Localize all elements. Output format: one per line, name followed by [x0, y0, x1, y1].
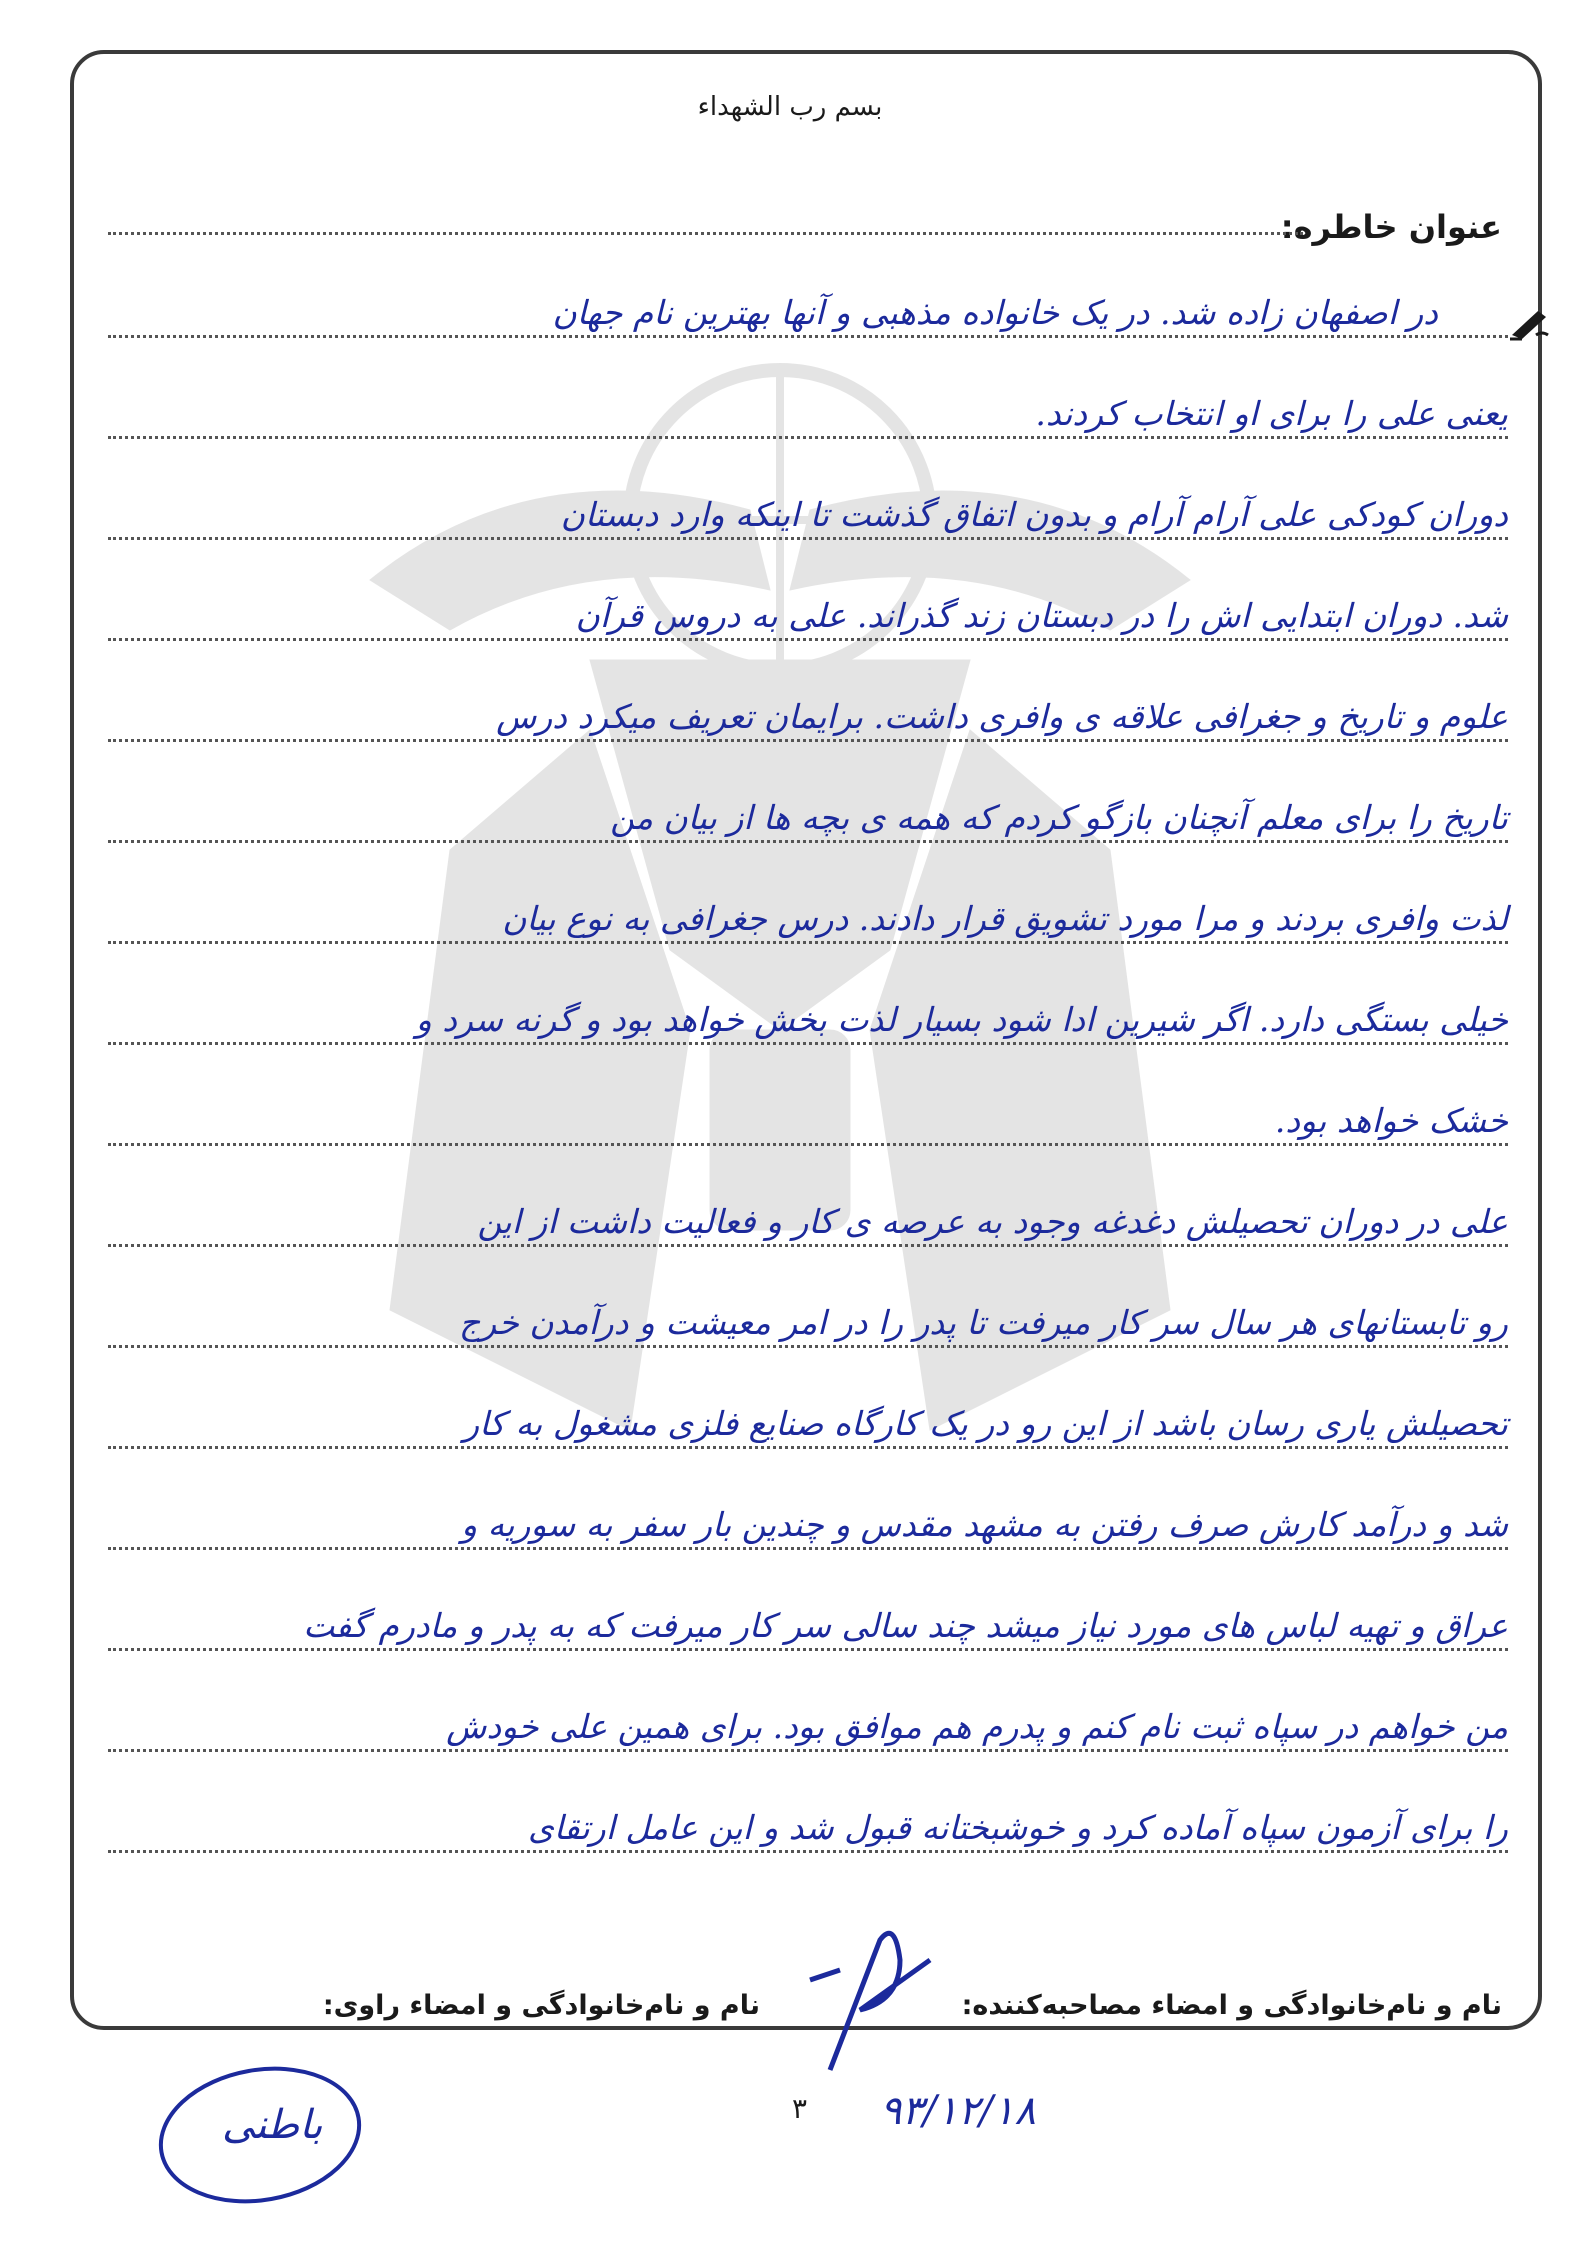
dotted-rule	[108, 1850, 1508, 1853]
handwritten-text: رو تابستانهای هر سال سر کار میرفت تا پدر را در امر معیشت و درآمدن خرج	[459, 1303, 1508, 1342]
dotted-rule	[108, 436, 1508, 439]
handwritten-line	[108, 1482, 1508, 1562]
handwritten-text: خیلی بستگی دارد. اگر شیرین ادا شود بسیار لذت بخش خواهد بود و گرنه سرد و	[415, 1000, 1508, 1039]
interviewer-name-signature-label: نام و نام‌خانوادگی و امضاء مصاحبه‌کننده:	[961, 1990, 1502, 2021]
dotted-rule	[108, 1345, 1508, 1348]
dotted-rule	[108, 638, 1508, 641]
handwritten-text: علوم و تاریخ و جغرافی علاقه ی وافری داشت. برایمان تعریف میکرد درس	[496, 697, 1508, 736]
handwritten-line	[108, 1583, 1508, 1663]
dotted-rule	[108, 1244, 1508, 1247]
handwritten-line	[108, 674, 1508, 754]
dotted-rule	[108, 1749, 1508, 1752]
handwritten-text: علی در دوران تحصیلش دغدغه وجود به عرصه ی کار و فعالیت داشت از این	[477, 1202, 1508, 1241]
handwritten-text: عراق و تهیه لباس های مورد نیاز میشد چند سالی سر کار میرفت که به پدر و مادرم گفت	[303, 1606, 1508, 1645]
handwritten-line	[108, 1179, 1508, 1259]
handwritten-line	[108, 1381, 1508, 1461]
header-title: بسم رب الشهداء	[697, 92, 883, 122]
handwritten-line	[108, 977, 1508, 1057]
pen-writing-icon	[1508, 305, 1550, 341]
handwritten-line	[108, 775, 1508, 855]
handwritten-text: تاریخ را برای معلم آنچنان بازگو کردم که همه ی بچه ها از بیان من	[610, 798, 1508, 837]
handwritten-line	[108, 371, 1508, 451]
page-number: ۳	[792, 2092, 808, 2125]
handwritten-line	[108, 1785, 1508, 1865]
narrator-name-signature-label: نام و نام‌خانوادگی و امضاء راوی:	[322, 1990, 760, 2021]
handwritten-text: در اصفهان زاده شد. در یک خانواده مذهبی و آنها بهترین نام جهان	[552, 293, 1438, 332]
dotted-rule	[108, 840, 1508, 843]
narrator-signature: باطنی	[222, 2102, 323, 2148]
dotted-rule	[108, 1446, 1508, 1449]
handwritten-line	[108, 1684, 1508, 1764]
handwritten-text: یعنی علی را برای او انتخاب کردند.	[1035, 394, 1508, 433]
handwritten-text: خشک خواهد بود.	[1274, 1101, 1508, 1140]
handwritten-text: من خواهم در سپاه ثبت نام کنم و پدرم هم موافق بود. برای همین علی خودش	[446, 1707, 1508, 1746]
dotted-rule	[108, 1648, 1508, 1651]
memory-title-dotted-line	[108, 232, 1303, 235]
handwritten-line	[108, 1078, 1508, 1158]
handwritten-text: دوران کودکی علی آرام آرام و بدون اتفاق گذشت تا اینکه وارد دبستان	[560, 495, 1508, 534]
handwritten-text: لذت وافری بردند و مرا مورد تشویق قرار دادند. درس جغرافی به نوع بیان	[502, 899, 1508, 938]
handwritten-line	[108, 876, 1508, 956]
handwritten-text: تحصیلش یاری رسان باشد از این رو در یک کارگاه صنایع فلزی مشغول به کار	[463, 1404, 1508, 1443]
dotted-rule	[108, 537, 1508, 540]
dotted-rule	[108, 1143, 1508, 1146]
interviewer-signature	[800, 1920, 940, 2080]
handwritten-text: شد. دوران ابتدایی اش را در دبستان زند گذراند. علی به دروس قرآن	[575, 596, 1508, 635]
signature-date: ۹۳/۱۲/۱۸	[880, 2088, 1036, 2134]
dotted-rule	[108, 1547, 1508, 1550]
dotted-rule	[108, 1042, 1508, 1045]
dotted-rule	[108, 941, 1508, 944]
handwritten-text: شد و درآمد کارش صرف رفتن به مشهد مقدس و چندین بار سفر به سوریه و	[461, 1505, 1508, 1544]
handwritten-text: را برای آزمون سپاه آماده کرد و خوشبختانه قبول شد و این عامل ارتقای	[528, 1808, 1508, 1847]
memory-title-label: عنوان خاطره:	[1280, 208, 1502, 246]
handwritten-line	[108, 1280, 1508, 1360]
dotted-rule	[108, 739, 1508, 742]
handwritten-line	[108, 472, 1508, 552]
handwritten-line	[108, 270, 1508, 350]
handwritten-line	[108, 573, 1508, 653]
dotted-rule	[108, 335, 1508, 338]
